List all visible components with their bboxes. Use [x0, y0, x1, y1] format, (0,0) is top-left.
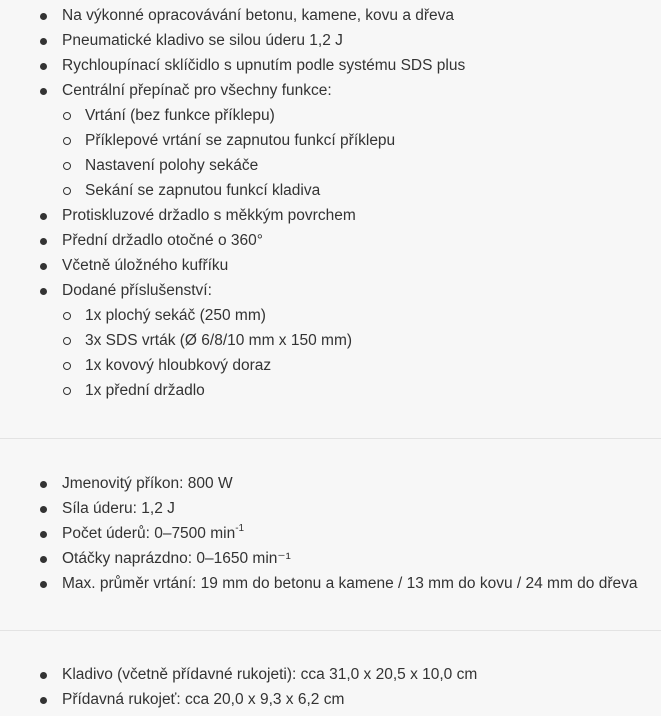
specs-section [0, 471, 661, 596]
switch-functions-list [85, 103, 661, 203]
list-item: Jmenovitý příkon: 800 W [0, 471, 661, 496]
list-item: Max. průměr vrtání: 19 mm do betonu a kamene / 13 mm do kovu / 24 mm do dřeva [0, 571, 661, 596]
sub-list-item: 1x plochý sekáč (250 mm) [85, 303, 661, 328]
specs-list [0, 471, 661, 596]
sub-list-item: 3x SDS vrták (Ø 6/8/10 mm x 150 mm) [85, 328, 661, 353]
list-item: Kladivo (včetně přídavné rukojeti): cca 31,0 x 20,5 x 10,0 cm [0, 662, 661, 687]
list-item: Na výkonné opracovávání betonu, kamene, kovu a dřeva [0, 3, 661, 28]
accessories-list [85, 303, 661, 403]
list-item: Dodané příslušenství: 1x plochý sekáč (250 mm) 3x SDS vrták (Ø 6/8/10 mm x 150 mm) 1x kovový hloubkový doraz 1x přední držadlo [0, 278, 661, 403]
list-item: Přední držadlo otočné o 360° [0, 228, 661, 253]
sub-list-item: 1x přední držadlo [85, 378, 661, 403]
features-section [0, 3, 661, 403]
list-item: Protiskluzové držadlo s měkkým povrchem [0, 203, 661, 228]
features-list [0, 3, 661, 403]
sub-list-item: Vrtání (bez funkce příklepu) [85, 103, 661, 128]
dimensions-section [0, 662, 661, 712]
sub-list-item: 1x kovový hloubkový doraz [85, 353, 661, 378]
list-item: Rychloupínací sklíčidlo s upnutím podle systému SDS plus [0, 53, 661, 78]
section-divider [0, 630, 661, 631]
section-divider [0, 438, 661, 439]
list-item: Otáčky naprázdno: 0–1650 min⁻¹ [0, 546, 661, 571]
list-item: Přídavná rukojeť: cca 20,0 x 9,3 x 6,2 cm [0, 687, 661, 712]
list-item: Centrální přepínač pro všechny funkce: Vrtání (bez funkce příklepu) Příklepové vrtání se zapnutou funkcí příklepu Nastavení polohy sekáče Sekání se zapnutou funkcí kladiva [0, 78, 661, 203]
list-item: Pneumatické kladivo se silou úderu 1,2 J [0, 28, 661, 53]
list-item: Síla úderu: 1,2 J [0, 496, 661, 521]
sub-list-item: Sekání se zapnutou funkcí kladiva [85, 178, 661, 203]
list-item: Včetně úložného kufříku [0, 253, 661, 278]
list-item: Počet úderů: 0–7500 $\min^{-1}$ [0, 521, 661, 546]
sub-list-item: Příklepové vrtání se zapnutou funkcí příklepu [85, 128, 661, 153]
sub-list-item: Nastavení polohy sekáče [85, 153, 661, 178]
dimensions-list [0, 662, 661, 712]
